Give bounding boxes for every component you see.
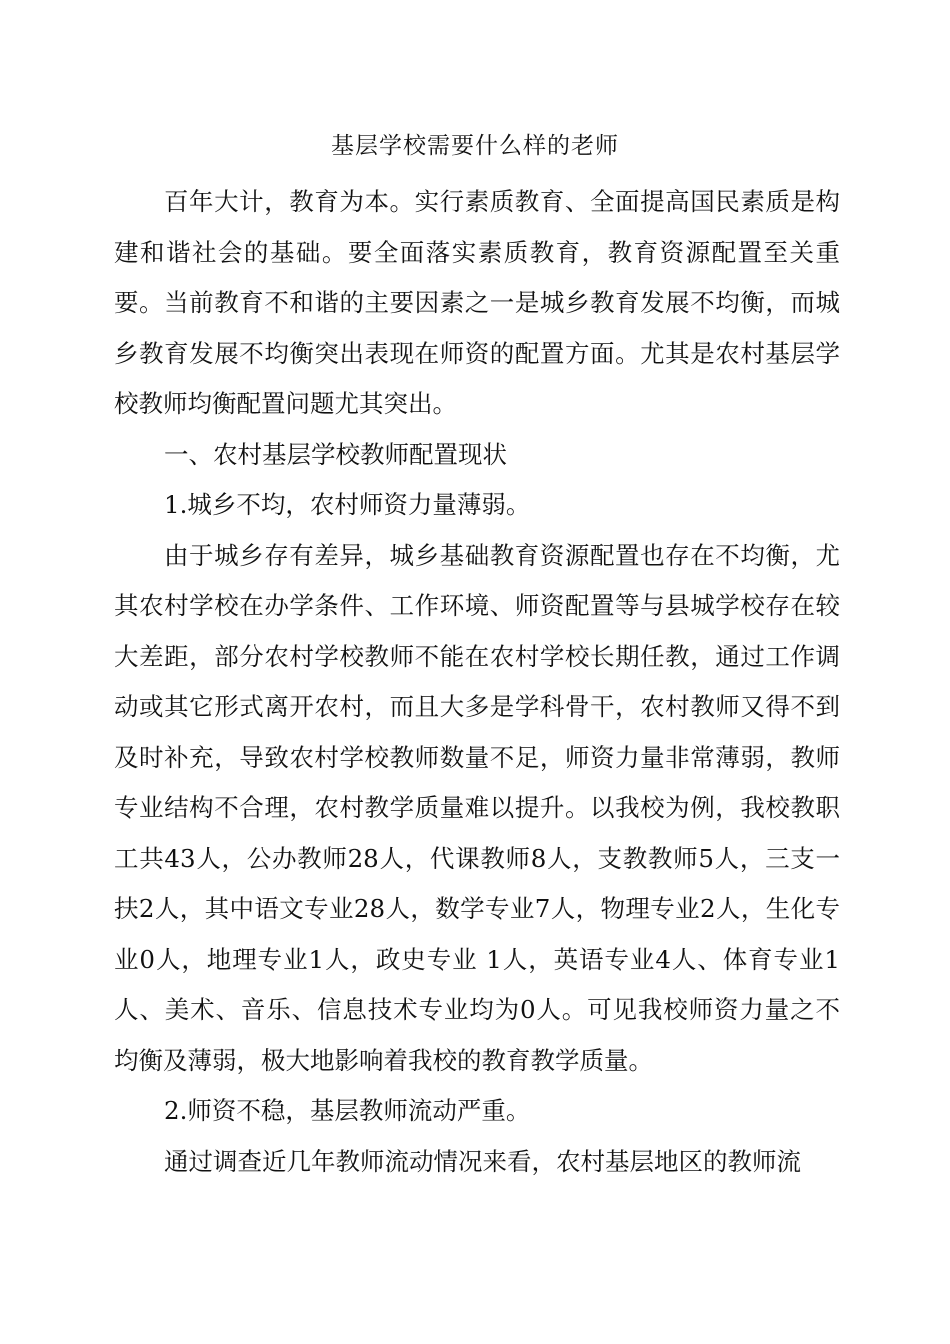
subheading-2: 2.师资不稳，基层教师流动严重。: [164, 1096, 531, 1125]
document-title: 基层学校需要什么样的老师: [331, 133, 619, 159]
subheading-1: 1.城乡不均，农村师资力量薄弱。: [164, 490, 531, 519]
section-heading-1: 一、农村基层学校教师配置现状: [164, 439, 507, 469]
paragraph-teacher-mobility: 通过调查近几年教师流动情况来看，农村基层地区的教师流: [164, 1146, 801, 1176]
paragraph-intro: 百年大计，教育为本。实行素质教育、全面提高国民素质是构建和谐社会的基础。要全面落实素质教育，教育资源配置至关重要。当前教育不和谐的主要因素之一是城乡教育发展不均衡，而城乡教育发展不均衡突出表现在师资的配置方面。尤其是农村基层学校教师均衡配置问题尤其突出。: [114, 187, 840, 418]
paragraph-teacher-allocation: 由于城乡存有差异，城乡基础教育资源配置也存在不均衡，尤其农村学校在办学条件、工作环境、师资配置等与县城学校存在较大差距，部分农村学校教师不能在农村学校长期任教，通过工作调动或其它形式离开农村，而且大多是学科骨干，农村教师又得不到及时补充，导致农村学校教师数量不足，师资力量非常薄弱，教师专业结构不合理，农村教学质量难以提升。以我校为例，我校教职工共43人，公办教师28人，代课教师8人，支教教师5人，三支一扶2人，其中语文专业28人，数学专业7人，物理专业2人，生化专业0人，地理专业1人，政史专业 1人，英语专业4人、体育专业1人、美术、音乐、信息技术专业均为0人。可见我校师资力量之不均衡及薄弱，极大地影响着我校的教育教学质量。: [114, 540, 840, 1075]
document-body: [114, 177, 840, 1187]
